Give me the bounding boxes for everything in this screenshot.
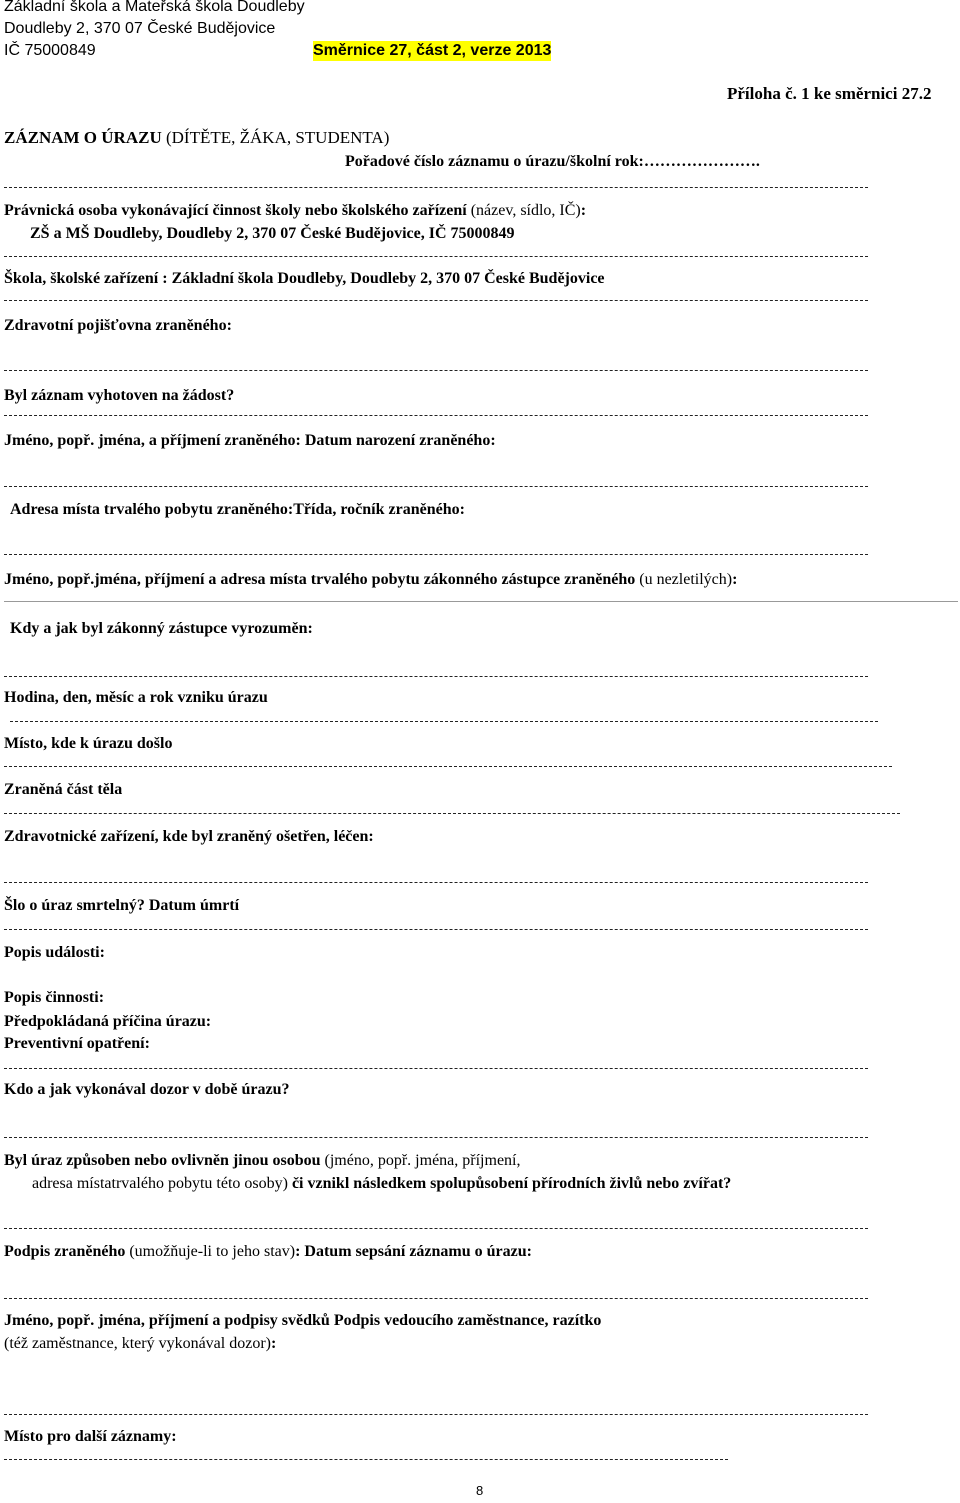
guardian-label bbox=[4, 570, 737, 590]
divider bbox=[4, 554, 868, 555]
divider bbox=[4, 486, 868, 487]
name-birth-label: Jméno, popř. jména, a příjmení zraněného: Datum narození zraněného: bbox=[4, 432, 496, 449]
page-number: 8 bbox=[476, 1483, 484, 1498]
signature-injured-normal: (umožňuje-li to jeho stav) bbox=[125, 1243, 296, 1260]
on-request-label: Byl záznam vyhotoven na žádost? bbox=[4, 387, 235, 404]
divider bbox=[4, 766, 892, 767]
body-part-label: Zraněná část těla bbox=[4, 781, 123, 798]
divider bbox=[4, 370, 868, 371]
form-title bbox=[4, 128, 389, 148]
divider bbox=[4, 256, 868, 257]
legal-entity-label bbox=[4, 201, 586, 221]
divider bbox=[4, 187, 868, 188]
address-class-label: Adresa místa trvalého pobytu zraněného:Třída, ročník zraněného: bbox=[10, 501, 465, 518]
separator-line bbox=[4, 601, 958, 602]
form-title-bold: ZÁZNAM O ÚRAZU bbox=[4, 128, 162, 147]
guardian-bold: Jméno, popř.jména, příjmení a adresa místa trvalého pobytu zákonného zástupce zraněného bbox=[4, 571, 636, 588]
divider bbox=[4, 1459, 728, 1460]
other-person-line2-bold: či vznikl následkem spolupůsobení přírodních živlů nebo zvířat? bbox=[287, 1175, 732, 1192]
legal-entity-value: ZŠ a MŠ Doudleby, Doudleby 2, 370 07 České Budějovice, IČ 75000849 bbox=[30, 225, 515, 242]
form-title-rest: (DÍTĚTE, ŽÁKA, STUDENTA) bbox=[161, 128, 390, 147]
event-description-label: Popis události: bbox=[4, 944, 105, 961]
witnesses-line2-colon: : bbox=[270, 1335, 277, 1352]
presumed-cause-label: Předpokládaná příčina úrazu: bbox=[4, 1013, 212, 1030]
facility-label: Zdravotnické zařízení, kde byl zraněný ošetřen, léčen: bbox=[4, 828, 374, 845]
legal-entity-colon: : bbox=[580, 202, 587, 219]
divider bbox=[4, 929, 868, 930]
other-person-bold: Byl úraz způsoben nebo ovlivněn jinou osobou bbox=[4, 1152, 321, 1169]
witnesses-line2 bbox=[4, 1334, 276, 1354]
divider bbox=[4, 1137, 868, 1138]
directive-label: Směrnice 27, část 2, verze 2013 bbox=[313, 42, 552, 59]
legal-entity-normal: (název, sídlo, IČ) bbox=[466, 202, 581, 219]
time-of-injury-label: Hodina, den, měsíc a rok vzniku úrazu bbox=[4, 689, 268, 706]
divider bbox=[4, 1228, 868, 1229]
divider bbox=[4, 1068, 868, 1069]
fatal-label: Šlo o úraz smrtelný? Datum úmrtí bbox=[4, 897, 240, 914]
witnesses-label: Jméno, popř. jména, příjmení a podpisy svědků Podpis vedoucího zaměstnance, razítko bbox=[4, 1312, 602, 1329]
school-address: Doudleby 2, 370 07 České Budějovice bbox=[4, 20, 276, 37]
place-label: Místo, kde k úrazu došlo bbox=[4, 735, 173, 752]
guardian-normal: (u nezletilých) bbox=[635, 571, 733, 588]
divider bbox=[4, 300, 868, 301]
other-person-normal: (jméno, popř. jména, příjmení, bbox=[320, 1152, 521, 1169]
record-number-label: Pořadové číslo záznamu o úrazu/školní rok:…………………. bbox=[345, 153, 760, 170]
school-field: Škola, školské zařízení : Základní škola Doudleby, Doudleby 2, 370 07 České Budějovice bbox=[4, 270, 605, 287]
insurance-label: Zdravotní pojišťovna zraněného: bbox=[4, 317, 232, 334]
divider bbox=[4, 1414, 868, 1415]
preventive-label: Preventivní opatření: bbox=[4, 1035, 150, 1052]
divider bbox=[10, 721, 878, 722]
guardian-colon: : bbox=[732, 571, 738, 588]
other-records-label: Místo pro další záznamy: bbox=[4, 1428, 177, 1445]
other-person-label bbox=[4, 1151, 520, 1171]
signature-injured-rest: : Datum sepsání záznamu o úrazu: bbox=[295, 1243, 532, 1260]
divider bbox=[4, 813, 900, 814]
activity-description-label: Popis činnosti: bbox=[4, 989, 105, 1006]
school-ic: IČ 75000849 bbox=[4, 42, 96, 59]
divider bbox=[4, 1298, 868, 1299]
signature-injured-bold: Podpis zraněného bbox=[4, 1243, 126, 1260]
divider bbox=[4, 415, 868, 416]
divider bbox=[4, 882, 868, 883]
signature-injured-label bbox=[4, 1242, 532, 1262]
legal-entity-bold: Právnická osoba vykonávající činnost školy nebo školského zařízení bbox=[4, 202, 467, 219]
other-person-line2-normal: adresa místatrvalého pobytu této osoby) bbox=[32, 1175, 288, 1192]
appendix-label: Příloha č. 1 ke směrnici 27.2 bbox=[727, 84, 932, 103]
witnesses-line2-normal: (též zaměstnance, který vykonával dozor) bbox=[4, 1335, 271, 1352]
supervision-label: Kdo a jak vykonával dozor v době úrazu? bbox=[4, 1081, 290, 1098]
school-name: Základní škola a Mateřská škola Doudleby bbox=[4, 0, 305, 15]
other-person-line2 bbox=[32, 1174, 731, 1194]
divider bbox=[4, 676, 868, 677]
guardian-notified-label: Kdy a jak byl zákonný zástupce vyrozuměn: bbox=[10, 620, 313, 637]
